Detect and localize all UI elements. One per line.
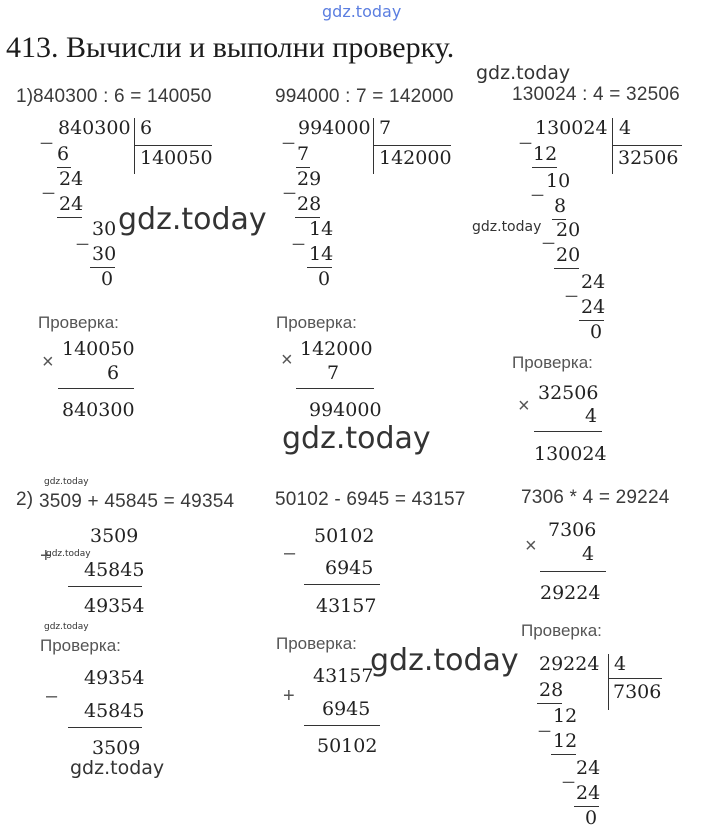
step: 10 <box>546 170 571 192</box>
watermark: gdz.today <box>44 477 89 487</box>
step: 24 <box>59 193 84 215</box>
check-label: Проверка: <box>512 353 593 372</box>
multiply-sign: × <box>281 349 293 371</box>
operand-bottom: 45845 <box>84 700 145 722</box>
dividend: 130024 <box>535 117 608 139</box>
step: 0 <box>585 807 598 829</box>
step: 24 <box>59 168 84 190</box>
result: 29224 <box>540 582 601 604</box>
step: 24 <box>576 782 601 804</box>
operand-top: 7306 <box>548 519 597 541</box>
step: 20 <box>556 219 581 241</box>
divisor: 6 <box>140 117 153 139</box>
part1-marker: 1) <box>16 86 34 107</box>
watermark: gdz.today <box>476 62 571 84</box>
plus-sign: + <box>283 685 295 707</box>
result: 49354 <box>84 595 145 617</box>
step: 30 <box>92 243 117 265</box>
dividend: 840300 <box>58 117 131 139</box>
operand-top: 32506 <box>538 382 599 404</box>
watermark: gdz.today <box>70 757 165 779</box>
step: 7 <box>297 143 310 165</box>
minus-sign: – <box>46 685 58 707</box>
result: 43157 <box>316 595 377 617</box>
operand-bottom: 6 <box>107 362 120 384</box>
dividend: 994000 <box>298 117 371 139</box>
step: 29 <box>297 168 322 190</box>
operand-bottom: 7 <box>327 362 340 384</box>
step: 12 <box>553 730 578 752</box>
step: 14 <box>309 243 334 265</box>
operand-bottom: 6945 <box>322 698 371 720</box>
check-label: Проверка: <box>276 634 357 653</box>
watermark: gdz.today <box>472 219 542 235</box>
step: 28 <box>539 679 564 701</box>
dividend: 29224 <box>539 653 600 675</box>
equation-2c: 7306 * 4 = 29224 <box>521 487 670 508</box>
operand-top: 49354 <box>84 667 145 689</box>
step: 6 <box>57 143 70 165</box>
equation-2b: 50102 - 6945 = 43157 <box>275 489 466 510</box>
operand-top: 142000 <box>300 338 373 360</box>
step: 20 <box>556 244 581 266</box>
result: 3509 <box>92 737 141 759</box>
quotient: 142000 <box>379 147 452 169</box>
step: 28 <box>297 193 322 215</box>
step: 0 <box>590 321 603 343</box>
step: 24 <box>581 296 606 318</box>
result: 50102 <box>317 735 378 757</box>
result: 840300 <box>62 399 135 421</box>
quotient: 32506 <box>618 147 679 169</box>
exercise-title: 413. Вычисли и выполни проверку. <box>6 31 455 64</box>
step: 14 <box>309 218 334 240</box>
operand-bottom: 6945 <box>325 557 374 579</box>
check-label: Проверка: <box>40 636 121 655</box>
step: 12 <box>533 143 558 165</box>
divisor: 4 <box>619 117 632 139</box>
check-label: Проверка: <box>521 621 602 640</box>
operand-bottom: 4 <box>582 543 595 565</box>
divisor: 7 <box>379 117 392 139</box>
check-label: Проверка: <box>276 313 357 332</box>
watermark: gdz.today <box>44 622 89 632</box>
step: 12 <box>553 705 578 727</box>
watermark: gdz.today <box>282 421 431 456</box>
operand-top: 50102 <box>314 525 375 547</box>
operand-top: 140050 <box>62 338 135 360</box>
watermark: gdz.today <box>46 549 91 559</box>
step: 0 <box>318 268 331 290</box>
step: 30 <box>92 218 117 240</box>
watermark: gdz.today <box>370 643 519 678</box>
multiply-sign: × <box>525 535 537 557</box>
equation-1b: 994000 : 7 = 142000 <box>275 86 454 107</box>
operand-top: 3509 <box>90 525 139 547</box>
minus-sign: – <box>284 542 296 564</box>
result: 994000 <box>309 399 382 421</box>
operand-bottom: 45845 <box>84 559 145 581</box>
divisor: 4 <box>614 653 627 675</box>
step: 24 <box>576 757 601 779</box>
watermark-top: gdz.today <box>322 2 402 21</box>
step: 24 <box>581 271 606 293</box>
step: 0 <box>101 268 114 290</box>
multiply-sign: × <box>518 395 530 417</box>
watermark: gdz.today <box>118 202 267 237</box>
check-label: Проверка: <box>38 313 119 332</box>
equation-2a: 3509 + 45845 = 49354 <box>39 491 235 512</box>
operand-bottom: 4 <box>585 405 598 427</box>
result: 130024 <box>534 443 607 465</box>
operand-top: 43157 <box>313 665 374 687</box>
equation-1a: 840300 : 6 = 140050 <box>33 86 212 107</box>
quotient: 140050 <box>140 147 213 169</box>
plus-sign: + <box>40 545 52 567</box>
step: 8 <box>554 195 567 217</box>
part2-marker: 2) <box>16 489 34 510</box>
multiply-sign: × <box>42 351 54 373</box>
equation-1c: 130024 : 4 = 32506 <box>512 84 680 105</box>
quotient: 7306 <box>613 681 662 703</box>
